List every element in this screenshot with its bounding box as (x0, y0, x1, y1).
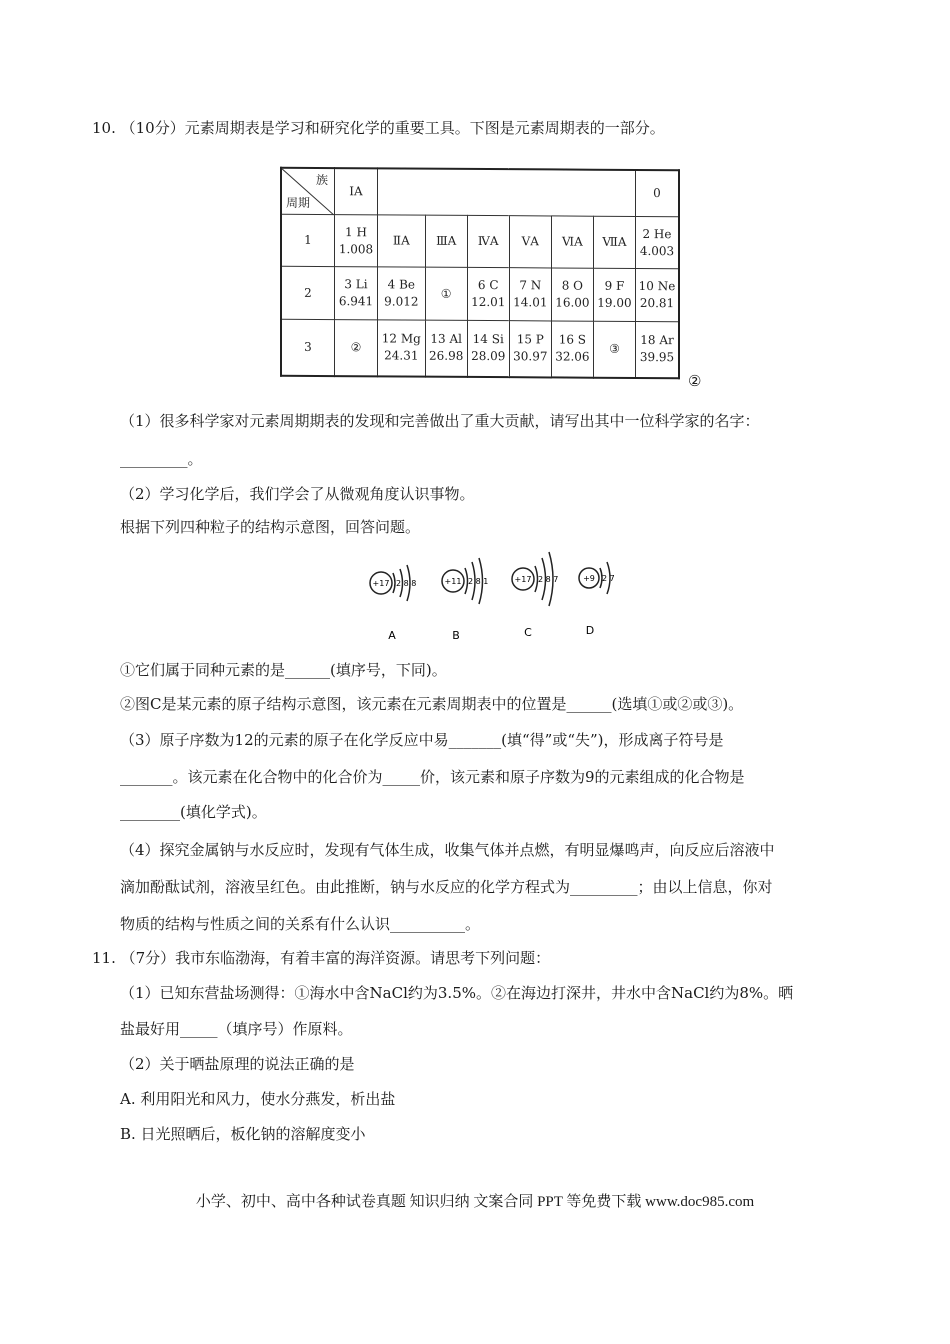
q10-part1-line1: （1）很多科学家对元素周期期表的发现和完善做出了重大贡献，请写出其中一位科学家的名字： (120, 412, 760, 430)
element-cell: ③ (593, 321, 635, 378)
svg-text:B: B (452, 629, 460, 642)
group-label: 族 (315, 172, 328, 188)
element-cell: 14 Si 28.09 (467, 320, 509, 377)
question-11-title: 11. （7分）我市东临渤海，有着丰富的海洋资源。请思考下列问题： (92, 949, 551, 967)
q11-option-b: B. 日光照晒后，板化钠的溶解度变小 (120, 1125, 366, 1143)
element-cell: 15 P 30.97 (509, 321, 551, 378)
trailing-mark: ② (688, 372, 702, 390)
q10-part1-blank: _________。 (120, 450, 203, 468)
svg-text:A: A (388, 629, 396, 642)
element-cell: 10 Ne 20.81 (636, 269, 680, 322)
question-10-title: 10. （10分）元素周期表是学习和研究化学的重要工具。下图是元素周期表的一部分。 (92, 119, 665, 137)
group-iia: ⅡA (378, 215, 426, 268)
q10-part2-line2: 根据下列四种粒子的结构示意图，回答问题。 (120, 518, 421, 536)
element-he: 2 He 4.003 (636, 216, 680, 269)
element-cell: ② (335, 320, 378, 377)
q10-part3-line3: ________(填化学式)。 (120, 803, 267, 821)
element-h: 1 H 1.008 (335, 215, 378, 268)
q10-part4-line3: 物质的结构与性质之间的关系有什么认识__________。 (120, 915, 481, 933)
group-zero: 0 (636, 170, 680, 217)
q10-part2-q2: ②图C是某元素的原子结构示意图，该元素在元素周期表中的位置是______(选填①或②或③)。 (120, 695, 744, 713)
group-via: ⅥA (551, 216, 593, 269)
element-cell: 3 Li 6.941 (335, 267, 378, 320)
atom-c (512, 552, 558, 639)
corner-header (281, 168, 335, 215)
svg-text:2 8 7: 2 8 7 (538, 575, 559, 584)
group-va: ⅤA (509, 216, 551, 269)
element-cell: 13 Al 26.98 (425, 320, 467, 377)
q10-part4-line2: 滴加酚酞试剂，溶液呈红色。由此推断，钠与水反应的化学方程式为_________；由以上信息，你对 (120, 878, 773, 896)
atom-b (442, 558, 488, 642)
group-iva: ⅣA (467, 215, 509, 268)
period-2: 2 (281, 267, 335, 320)
page-footer: 小学、初中、高中各种试卷真题 知识归纳 文案合同 PPT 等免费下载 www.doc985.com (195, 1194, 755, 1210)
q11-part2: （2）关于晒盐原理的说法正确的是 (120, 1055, 355, 1073)
period-3: 3 (281, 319, 335, 376)
group-ia: IA (335, 168, 378, 215)
q10-part4-line1: （4）探究金属钠与水反应时，发现有气体生成，收集气体并点燃，有明显爆鸣声，向反应后溶液中 (120, 841, 775, 859)
element-cell: 6 C 12.01 (467, 268, 509, 321)
element-cell: 4 Be 9.012 (378, 267, 426, 320)
q10-part3-line2: _______。该元素在化合物中的化合价为_____价，该元素和原子序数为9的元素组成的化合物是 (120, 768, 745, 786)
element-cell: 12 Mg 24.31 (378, 320, 426, 377)
atom-d (579, 562, 615, 637)
element-cell: 7 N 14.01 (509, 268, 551, 321)
svg-text:+17: +17 (514, 575, 532, 584)
q11-part1-line2: 盐最好用_____（填序号）作原料。 (120, 1020, 353, 1038)
q10-part2-q1: ①它们属于同种元素的是______(填序号，下同)。 (120, 661, 447, 679)
periodic-table-grid (280, 167, 680, 379)
q11-part1-line1: （1）已知东营盐场测得：①海水中含NaCl约为3.5%。②在海边打深井，井水中含NaCl约为8%。晒 (120, 984, 794, 1002)
element-cell: ① (425, 268, 467, 321)
atom-a (370, 565, 416, 642)
svg-text:2 7: 2 7 (602, 574, 615, 583)
q10-part2-line1: （2）学习化学后，我们学会了从微观角度认识事物。 (120, 485, 475, 503)
q10-part3-line1: （3）原子序数为12的元素的原子在化学反应中易_______(填“得”或“失”)，形成离子符号是 (120, 731, 724, 749)
group-viia: ⅦA (593, 216, 635, 269)
svg-text:2 8 8: 2 8 8 (396, 579, 417, 588)
atom-structure-diagrams (360, 548, 622, 643)
element-cell: 9 F 19.00 (593, 269, 635, 322)
svg-text:D: D (585, 624, 595, 637)
period-label: 周期 (286, 195, 311, 210)
svg-text:C: C (524, 626, 532, 639)
svg-text:2 8 1: 2 8 1 (468, 577, 489, 586)
element-cell: 18 Ar 39.95 (636, 321, 680, 378)
svg-text:+9: +9 (583, 574, 595, 583)
group-header-blank (378, 168, 636, 216)
svg-text:+11: +11 (444, 577, 462, 586)
q11-option-a: A. 利用阳光和风力，使水分燕发，析出盐 (120, 1090, 396, 1108)
element-cell: 16 S 32.06 (551, 321, 593, 378)
period-1: 1 (281, 214, 335, 267)
group-iiia: ⅢA (425, 215, 467, 268)
element-cell: 8 O 16.00 (551, 268, 593, 321)
periodic-table (280, 168, 685, 380)
svg-text:+17: +17 (372, 579, 390, 588)
